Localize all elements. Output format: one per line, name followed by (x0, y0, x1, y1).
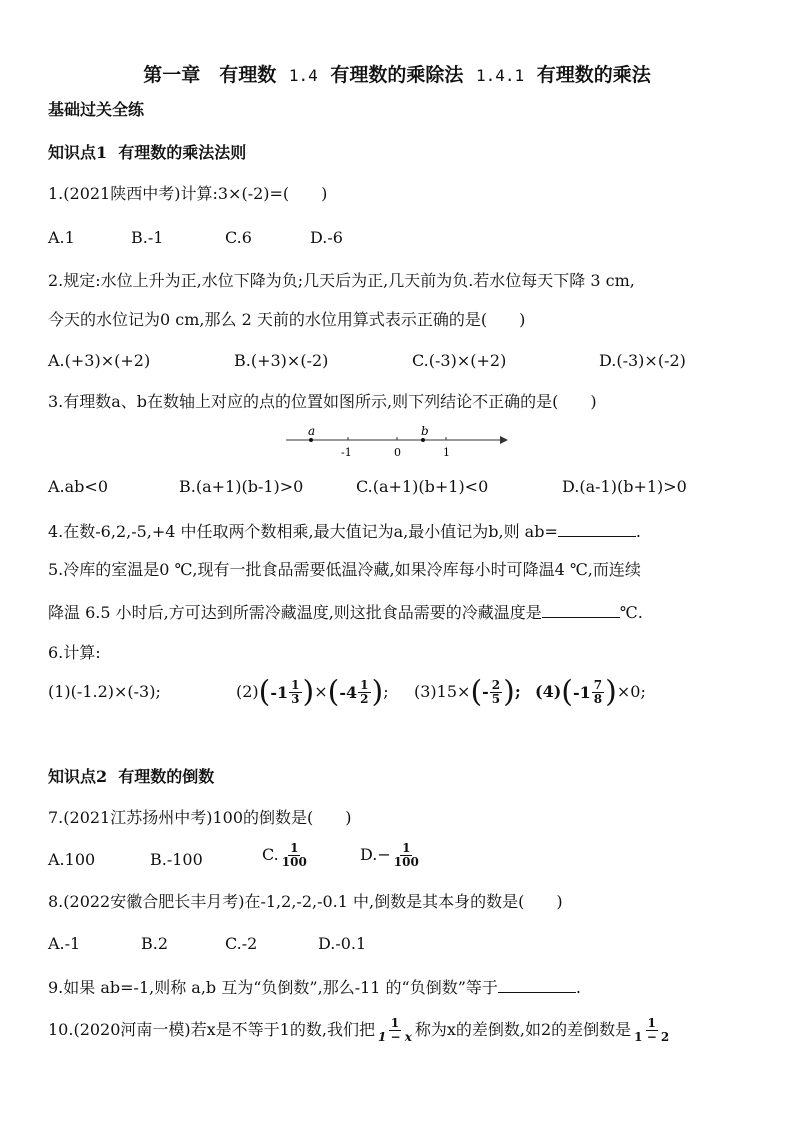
q5-tail: ℃. (619, 603, 643, 622)
q1-option-d[interactable]: D.-6 (310, 228, 343, 247)
q1-option-b[interactable]: B.-1 (131, 228, 164, 247)
subsection-name: 有理数的乘法 (536, 64, 651, 86)
q6-part3: (3)15×(- $\frac{2}{5}$ ); (414, 674, 521, 710)
question-5-line1: 5.冷库的室温是0 ℃,现有一批食品需要低温冷藏,如果冷库每小时可降温4 ℃,而连续 (48, 560, 641, 579)
question-1: 1.(2021陕西中考)计算:3×(-2)=( ) (48, 184, 328, 203)
q6-p2-prefix: (2) (236, 682, 259, 701)
q8-option-d[interactable]: D.-0.1 (318, 934, 367, 953)
tick-label-0: 0 (394, 446, 401, 459)
q9-answer-blank[interactable] (498, 976, 576, 993)
q1-option-c[interactable]: C.6 (225, 228, 252, 247)
page-title (0, 60, 794, 87)
q6-p2-mixed1: -1 $\frac{1}{3}$ (270, 678, 300, 706)
label-a: a (308, 424, 316, 438)
knowledge-point-1 (48, 143, 246, 163)
knowledge-point-2 (48, 767, 214, 787)
tick-label-1: 1 (443, 446, 450, 459)
q10-mid: 称为x的差倒数,如2的差倒数是 (414, 1020, 632, 1039)
q7-option-c[interactable]: C. $\frac{1}{100}$ (262, 841, 307, 869)
q6-p4-mixed: -1 $\frac{7}{8}$ (573, 678, 603, 706)
q7-option-b[interactable]: B.-100 (150, 850, 203, 869)
q10-fraction-1: $\frac{1}{1 - x}$ (377, 1016, 412, 1044)
q3-option-c[interactable]: C.(a+1)(b+1)<0 (356, 477, 489, 496)
q7-option-d[interactable]: D.− $\frac{1}{100}$ (360, 841, 419, 869)
q2-option-c[interactable]: C.(-3)×(+2) (412, 351, 507, 370)
q2-option-a[interactable]: A.(+3)×(+2) (48, 351, 151, 370)
q5-answer-blank[interactable] (542, 601, 620, 618)
point-a (309, 438, 313, 442)
q3-option-b[interactable]: B.(a+1)(b-1)>0 (179, 477, 304, 496)
q3-option-d[interactable]: D.(a-1)(b+1)>0 (562, 477, 687, 496)
question-6: 6.计算: (48, 643, 101, 662)
chapter-title: 第一章 有理数 (143, 64, 277, 86)
section-heading: 基础过关全练 (48, 100, 145, 119)
question-5-line2 (48, 601, 643, 623)
q5-text: 降温 6.5 小时后,方可达到所需冷藏温度,则这批食品需要的冷藏温度是 (48, 603, 542, 622)
q6-p3-fraction: $\frac{2}{5}$ (491, 678, 501, 706)
q8-option-c[interactable]: C.-2 (225, 934, 258, 953)
q6-part4: (4)( -1 $\frac{7}{8}$ )×0; (535, 672, 646, 713)
q2-option-b[interactable]: B.(+3)×(-2) (234, 351, 329, 370)
q7-option-a[interactable]: A.100 (48, 850, 96, 869)
q10-fraction-2: $\frac{1}{1 - 2}$ (634, 1016, 670, 1044)
kp1-name: 有理数的乘法法则 (118, 143, 247, 162)
q4-tail: . (635, 522, 641, 541)
subsection-number: 1.4.1 (476, 66, 525, 85)
q10-text: 10.(2020河南一模)若x是不等于1的数,我们把 (48, 1020, 375, 1039)
section-number: 1.4 (288, 66, 318, 85)
axis-arrow (500, 436, 508, 444)
kp2-name: 有理数的倒数 (118, 767, 215, 786)
number-line-figure (280, 422, 520, 462)
q6-part1: (1)(-1.2)×(-3); (48, 682, 161, 701)
question-2-line1: 2.规定:水位上升为正,水位下降为负;几天后为正,几天前为负.若水位每天下降 3 cm, (48, 271, 635, 290)
q9-text: 9.如果 ab=-1,则称 a,b 互为“负倒数”,那么-11 的“负倒数”等于 (48, 978, 498, 997)
q3-option-a[interactable]: A.ab<0 (48, 477, 109, 496)
question-8: 8.(2022安徽合肥长丰月考)在-1,2,-2,-0.1 中,倒数是其本身的数是( ) (48, 892, 563, 911)
label-b: b (421, 424, 429, 438)
q8-option-a[interactable]: A.-1 (48, 934, 81, 953)
q2-option-d[interactable]: D.(-3)×(-2) (599, 351, 686, 370)
tick-label-minus1: -1 (341, 446, 352, 459)
question-2-line2: 今天的水位记为0 cm,那么 2 天前的水位用算式表示正确的是( ) (48, 310, 526, 329)
question-10 (48, 1008, 672, 1052)
point-b (421, 438, 425, 442)
question-7: 7.(2021江苏扬州中考)100的倒数是( ) (48, 808, 352, 827)
kp1-label: 知识点1 (48, 143, 108, 162)
q6-p2-mixed2: -4 $\frac{1}{2}$ (339, 678, 369, 706)
question-4 (48, 520, 641, 542)
q4-answer-blank[interactable] (558, 520, 636, 537)
section-name: 有理数的乘除法 (330, 64, 464, 86)
q4-text: 4.在数-6,2,-5,+4 中任取两个数相乘,最大值记为a,最小值记为b,则 ab= (48, 522, 558, 541)
q8-option-b[interactable]: B.2 (141, 934, 169, 953)
q1-option-a[interactable]: A.1 (48, 228, 75, 247)
q6-part2: (2)( -1 $\frac{1}{3}$ )×( -4 $\frac{1}{2}$ ); (236, 672, 389, 713)
question-9: 9.如果 ab=-1,则称 a,b 互为“负倒数”,那么-11 的“负倒数”等于 . (48, 978, 582, 997)
kp2-label: 知识点2 (48, 767, 108, 786)
question-3: 3.有理数a、b在数轴上对应的点的位置如图所示,则下列结论不正确的是( ) (48, 392, 597, 411)
